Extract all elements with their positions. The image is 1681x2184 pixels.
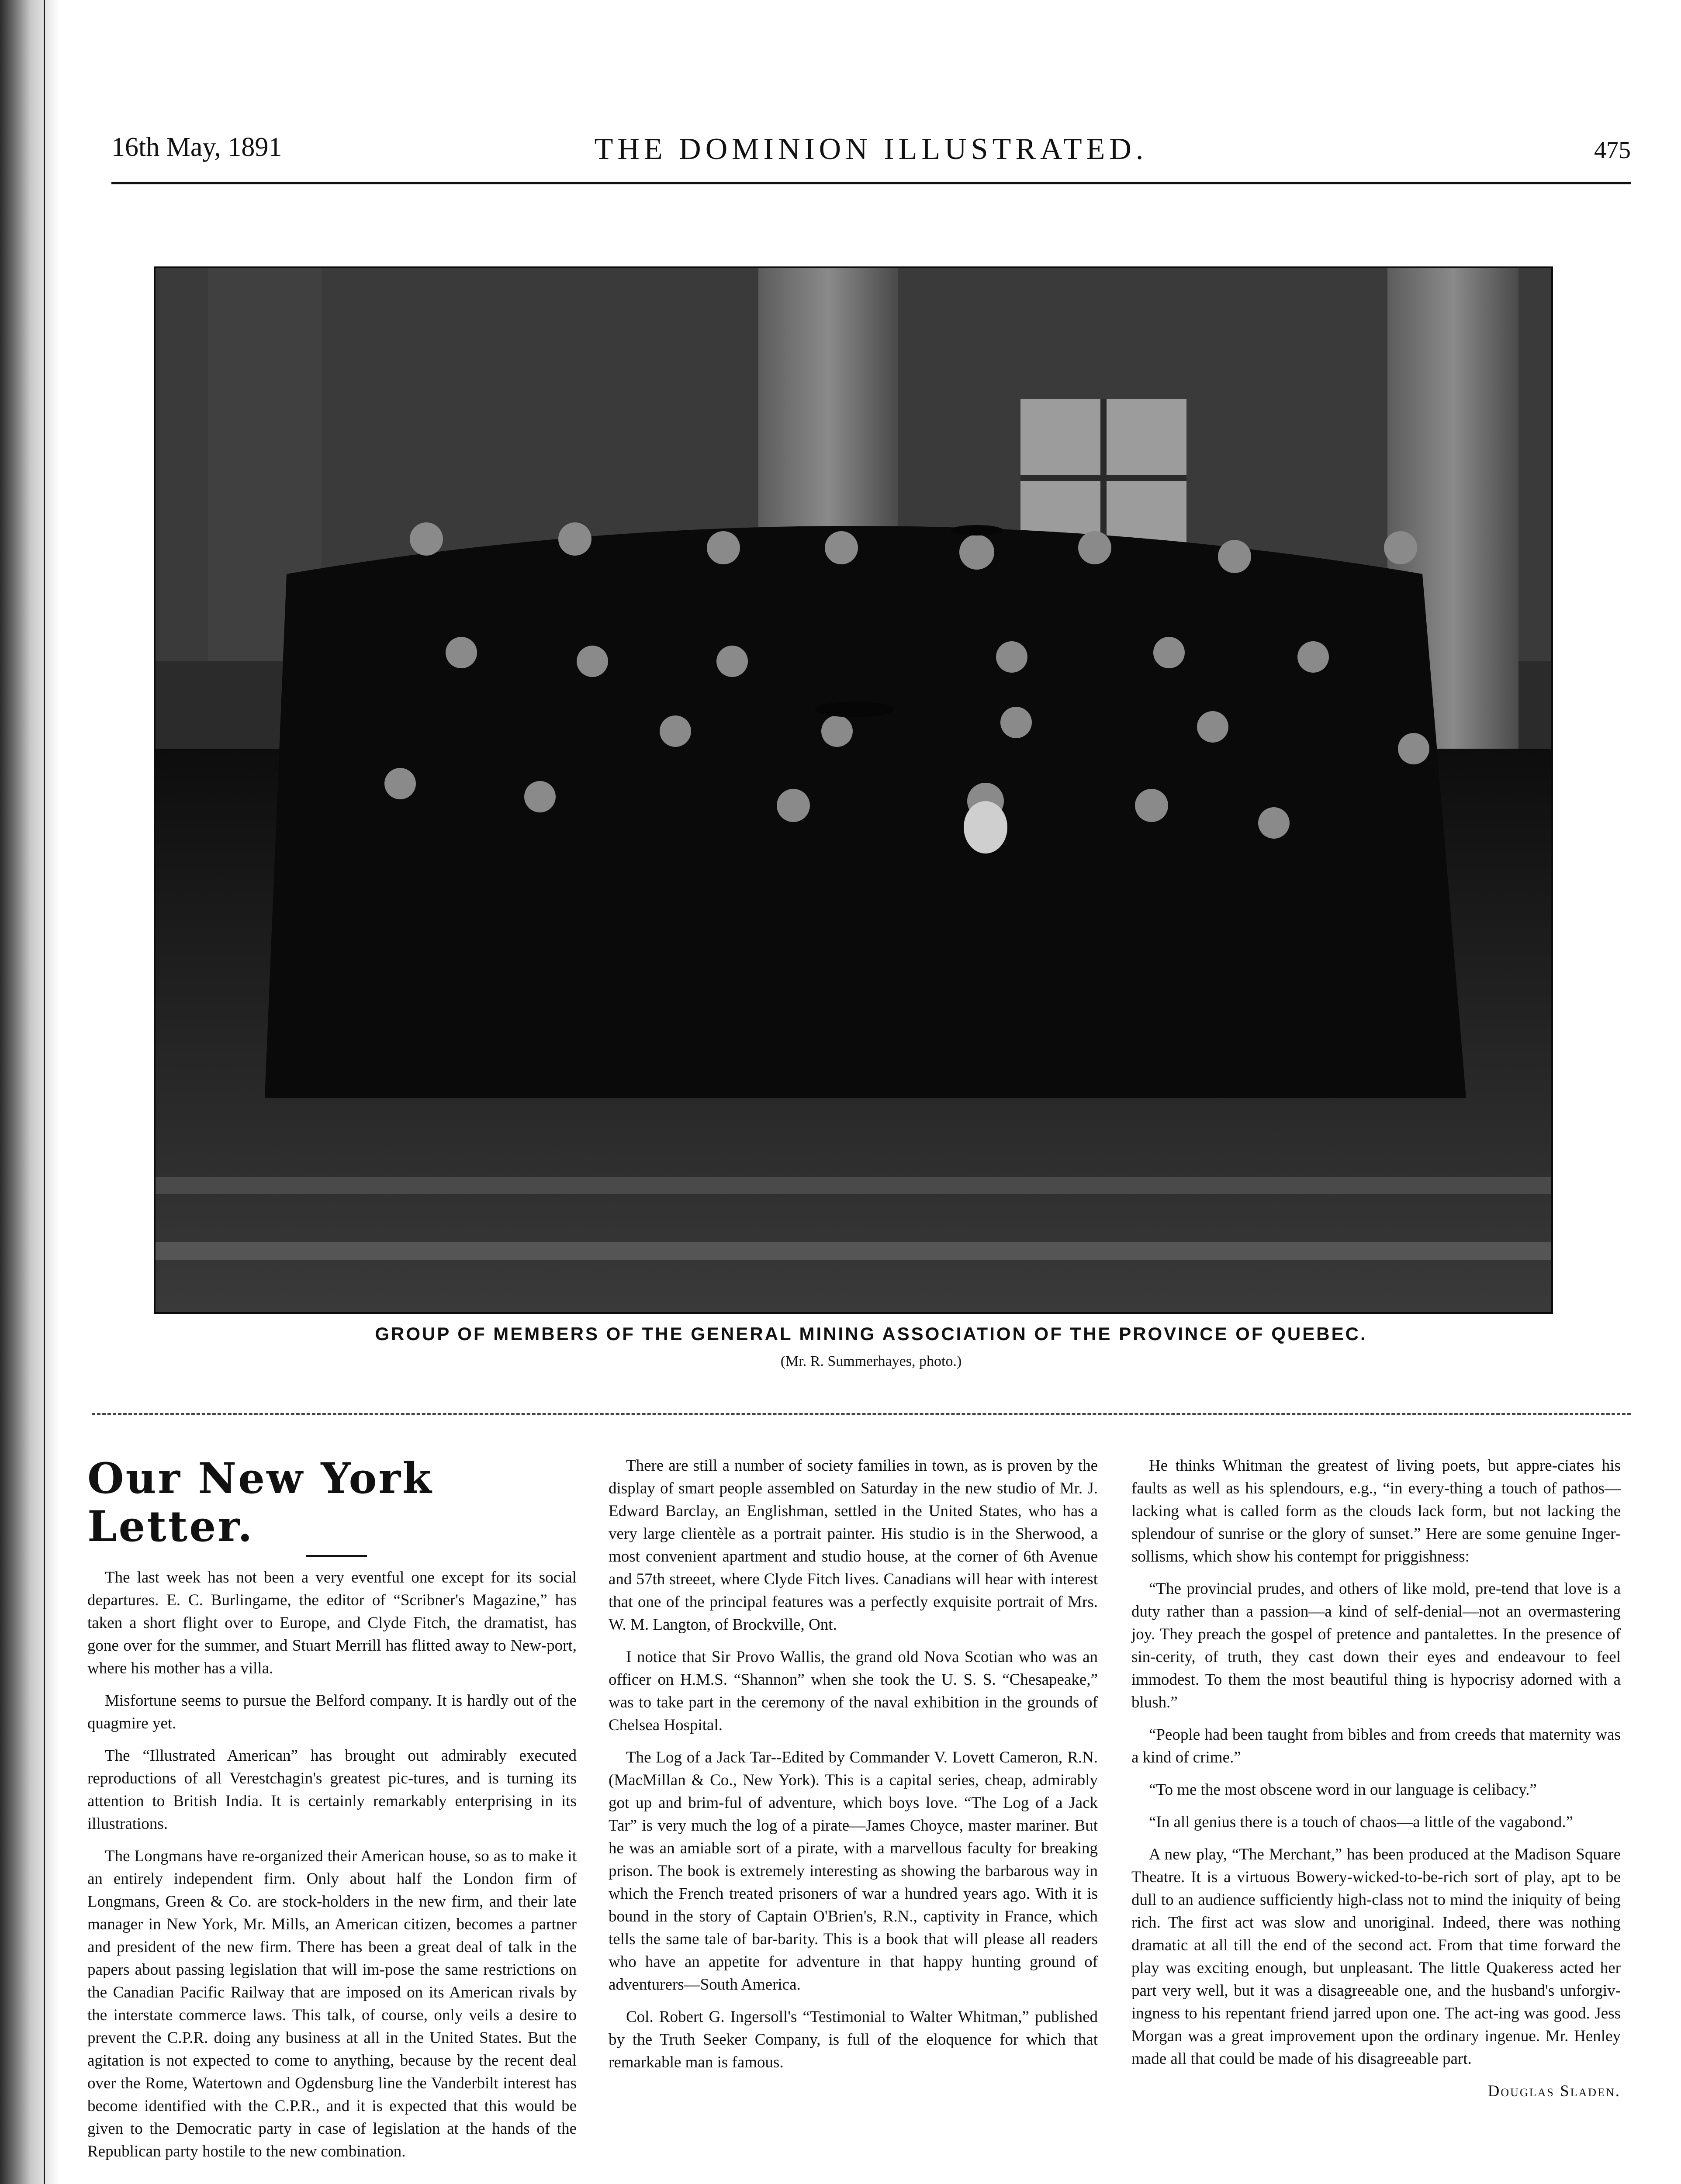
author-signature: Douglas Sladen.	[1487, 2082, 1621, 2100]
page-number: 475	[1594, 137, 1631, 164]
page-header	[111, 127, 1631, 179]
article-title: Our New York Letter.	[87, 1454, 433, 1551]
column-2	[609, 1455, 1098, 2084]
paragraph: “The provincial prudes, and others of like mold, pre-tend that love is a duty rather than a passion—a kind of self-denial—not an overmastering joy. They preach the gospel of pretence and pantalettes. In the presence of sin-cerity, of truth, they cast down their eyes and endeavour to feel immodest. To them the most beautiful thing is hypocrisy adorned with a blush.”	[1131, 1580, 1621, 1711]
paragraph: “To me the most obscene word in our language is celibacy.”	[1149, 1781, 1537, 1799]
paragraph: The Log of a Jack Tar--Edited by Commander V. Lovett Cameron, R.N. (MacMillan & Co., New York). This is a capital series, cheap, admirably got up and brim-ful of adventure, which boys love. “The Log of a Jack Tar” is very much the log of a pirate—James Choyce, master mariner. But he was an amiable sort of a pirate, with a marvellous faculty for breaking prison. The book is extremely interesting as showing the barbarous way in which the French treated prisoners of war a hundred years ago. With it is bound in the story of Captain O'Brien's, R.N., captivity in France, which tells the same tale of bar-barity. This is a book that will please all readers who have an appetite for adventure in that happy hunting ground of adventurers—South America.	[609, 1749, 1098, 1994]
scan-margin-shadow	[0, 0, 59, 2184]
paragraph: The “Illustrated American” has brought out admirably executed reproductions of all Verestchagin's greatest pic-tures, and is turning its attention to British India. It is certainly remarkably enterprising in its illustrations.	[87, 1747, 577, 1833]
publication-title: THE DOMINION ILLUSTRATED.	[594, 132, 1148, 166]
header-rule	[111, 182, 1631, 184]
paragraph: The last week has not been a very eventful one except for its social departures. E. C. Burlingame, the editor of “Scribner's Magazine,” has taken a short flight over to Europe, and Clyde Fitch, the dramatist, has gone over for the summer, and Stuart Merrill has flitted away to New-port, where his mother has a villa.	[87, 1569, 577, 1677]
paragraph: There are still a number of society families in town, as is proven by the display of smart people assembled on Saturday in the new studio of Mr. J. Edward Barclay, an Englishman, settled in the United States, who has a very large clientèle as a portrait painter. His studio is in the Sherwood, a most convenient apartment and studio house, at the corner of 6th Avenue and 57th streeet, where Clyde Fitch lives. Canadians will hear with interest that one of the principal features was a perfectly exquisite portrait of Mrs. W. M. Langton, of Brockville, Ont.	[609, 1457, 1098, 1634]
group-photograph	[154, 266, 1553, 1314]
paragraph: The Longmans have re-organized their American house, so as to make it an entirely independent firm. Only about half the London firm of Longmans, Green & Co. are stock-holders in the new firm, and their late manager in New York, Mr. Mills, an American citizen, becomes a partner and president of the new firm. There has been a great deal of talk in the papers about passing legislation that will im-pose the same restrictions on the Canadian Pacific Railway that are imposed on its American rivals by the interstate commerce laws. This talk, of course, only veils a desire to prevent the C.P.R. doing any business at all in the United States. But the agitation is not expected to come to anything, because by the recent deal over the Rome, Watertown and Ogdensburg line the Vanderbilt interest has become identified with the C.P.R., and it is expected that this would be given to the Democratic party in case of legislation at the hands of the Republican party hostile to the new combination.	[87, 1847, 577, 2160]
column-3	[1131, 1455, 1621, 2103]
issue-date: 16th May, 1891	[111, 132, 282, 162]
photograph-image	[156, 268, 1551, 1312]
title-rule	[306, 1555, 367, 1557]
paragraph: “People had been taught from bibles and from creeds that maternity was a kind of crime.”	[1131, 1726, 1621, 1766]
paragraph: He thinks Whitman the greatest of living poets, but appre-ciates his faults as well as his splendours, e.g., “in every-thing a touch of pathos—lacking what is called form as the clouds lack form, but not lacking the splendour of sunrise or the glory of sunset.” Here are some genuine Inger-sollisms, which show his contempt for priggishness:	[1131, 1457, 1621, 1565]
paragraph: I notice that Sir Provo Wallis, the grand old Nova Scotian who was an officer on H.M.S. “Shannon” when she took the U. S. S. “Chesapeake,” was to take part in the ceremony of the naval exhibition in the grounds of Chelsea Hospital.	[609, 1648, 1098, 1734]
paragraph: Col. Robert G. Ingersoll's “Testimonial to Walter Whitman,” published by the Truth Seeker Company, is full of the eloquence for which that remarkable man is famous.	[609, 2008, 1098, 2071]
scan-margin-rule	[44, 0, 45, 2184]
paragraph: A new play, “The Merchant,” has been produced at the Madison Square Theatre. It is a virtuous Bowery-wicked-to-be-rich sort of play, apt to be dull to an audience sufficiently high-class not to mind the iniquity of being rich. The first act was slow and unoriginal. Indeed, there was nothing dramatic at all till the end of the second act. From that time forward the play was exciting enough, but unpleasant. The little Quakeress acted her part very well, but it was a disagreeable one, and the husband's unforgiv-ingness to his repentant friend jarred upon one. The act-ing was good. Jess Morgan was a great improvement upon the ordinary ingenue. Mr. Henley made all that could be made of his disagreeable part.	[1131, 1845, 1621, 2068]
column-1	[87, 1455, 577, 2173]
photo-credit: (Mr. R. Summerhayes, photo.)	[780, 1353, 962, 1369]
section-divider	[92, 1413, 1631, 1415]
photo-caption: GROUP OF MEMBERS OF THE GENERAL MINING ASSOCIATION OF THE PROVINCE OF QUEBEC.	[375, 1324, 1367, 1344]
paragraph: Misfortune seems to pursue the Belford company. It is hardly out of the quagmire yet.	[87, 1692, 577, 1732]
paragraph: “In all genius there is a touch of chaos—a little of the vagabond.”	[1149, 1813, 1573, 1831]
